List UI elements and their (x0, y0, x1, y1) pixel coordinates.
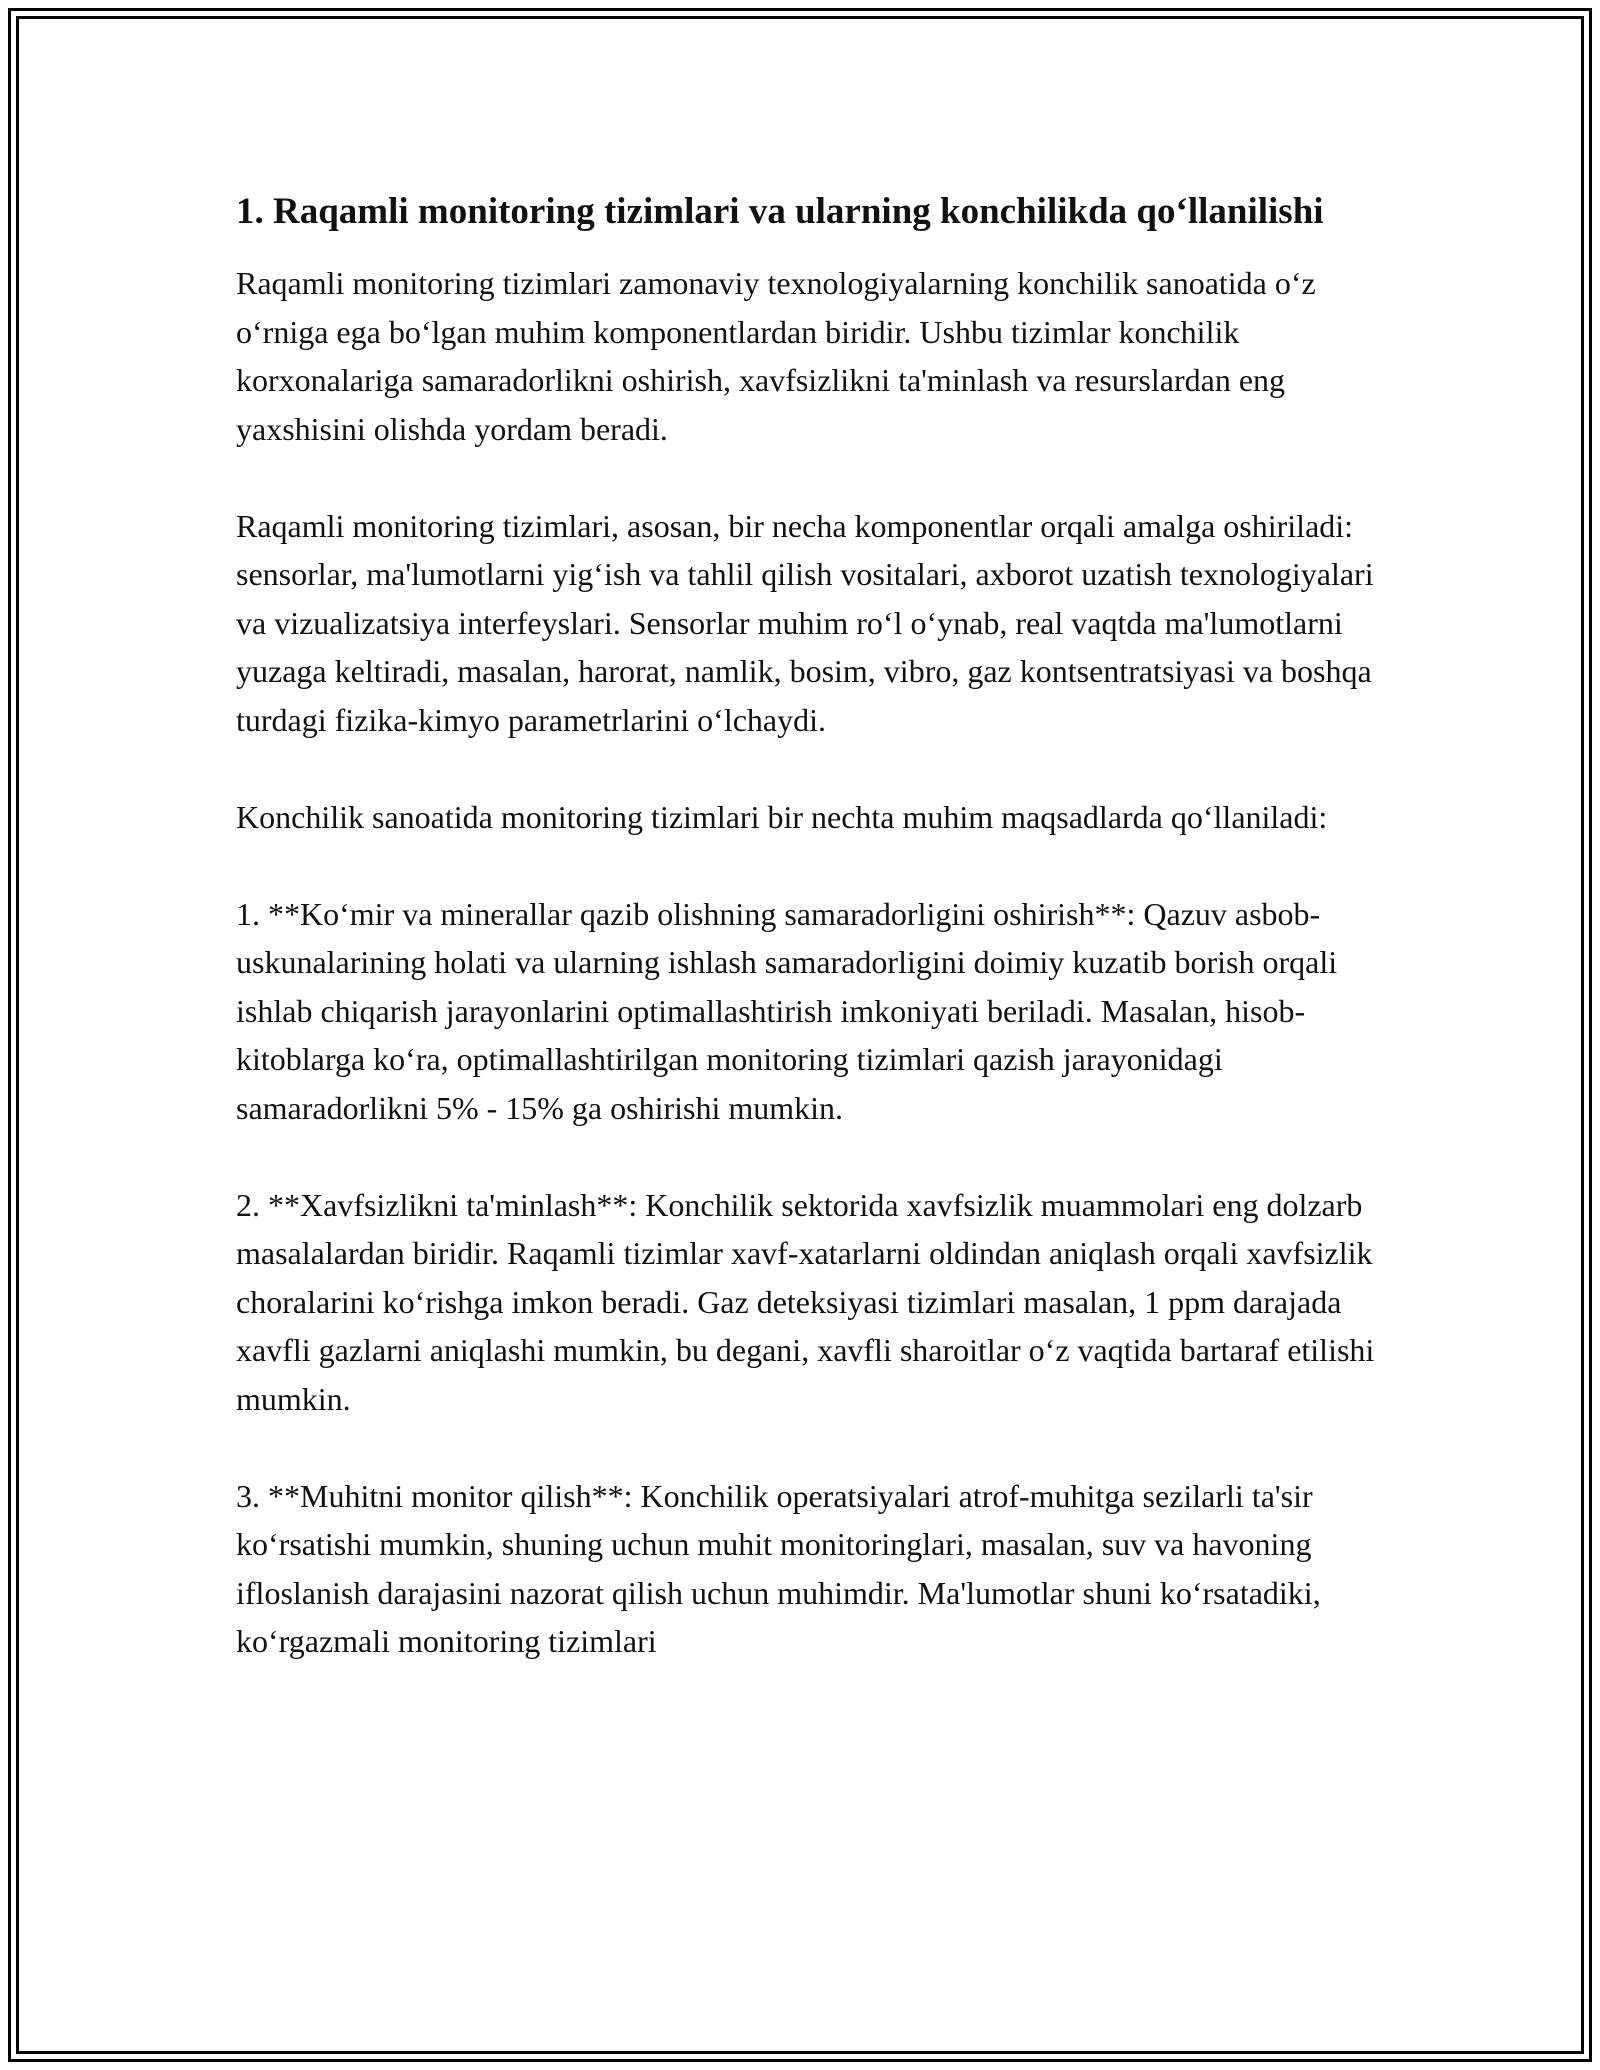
paragraph-components: Raqamli monitoring tizimlari, asosan, bir necha komponentlar orqali amalga oshiriladi: sensorlar, ma'lumotlarni yig‘ish va tahlil qilish vositalari, axborot uzatish texnologiyalari va vizualizatsiya interfeyslari. Sensorlar muhim ro‘l o‘ynab, real vaqtda ma'lumotlarni yuzaga keltiradi, masalan, harorat, namlik, bosim, vibro, gaz kontsentratsiyasi va boshqa turdagi fizika-kimyo parametrlarini o‘lchaydi. (236, 507, 1374, 738)
list-item-safety: 2. **Xavfsizlikni ta'minlash**: Konchilik sektorida xavfsizlik muammolari eng dolzarb masalalardan biridir. Raqamli tizimlar xavf-xatarlarni oldindan aniqlash orqali xavfsizlik choralarini ko‘rishga imkon beradi. Gaz deteksiyasi tizimlari masalan, 1 ppm darajada xavfli gazlarni aniqlashi mumkin, bu degani, xavfli sharoitlar o‘z vaqtida bartaraf etilishi mumkin. (236, 1186, 1375, 1417)
paragraph-purposes: Konchilik sanoatida monitoring tizimlari bir nechta muhim maqsadlarda qo‘llaniladi: (236, 798, 1328, 835)
list-item-efficiency: 1. **Ko‘mir va minerallar qazib olishning samaradorligini oshirish**: Qazuv asbob-uskunalarining holati va ularning ishlash samaradorligini doimiy kuzatib borish orqali ishlab chiqarish jarayonlarini optimallashtirish imkoniyati beriladi. Masalan, hisob-kitoblarga ko‘ra, optimallashtirilgan monitoring tizimlari qazish jarayonidagi samaradorlikni 5% - 15% ga oshirishi mumkin. (236, 895, 1338, 1126)
paragraph-intro: Raqamli monitoring tizimlari zamonaviy texnologiyalarning konchilik sanoatida o‘z o‘rniga ega bo‘lgan muhim komponentlardan biridir. Ushbu tizimlar konchilik korxonalariga samaradorlikni oshirish, xavfsizlikni ta'minlash va resurslardan eng yaxshisini olishda yordam beradi. (236, 265, 1316, 447)
document-body (236, 185, 1391, 1714)
section-heading: 1. Raqamli monitoring tizimlari va ularning konchilikda qo‘llanilishi (236, 191, 1324, 232)
list-item-environment: 3. **Muhitni monitor qilish**: Konchilik operatsiyalari atrof-muhitga sezilarli ta'sir ko‘rsatishi mumkin, shuning uchun muhit monitoringlari, masalan, suv va havoning ifloslanish darajasini nazorat qilish uchun muhimdir. Ma'lumotlar shuni ko‘rsatadiki, ko‘rgazmali monitoring tizimlari (236, 1477, 1321, 1659)
